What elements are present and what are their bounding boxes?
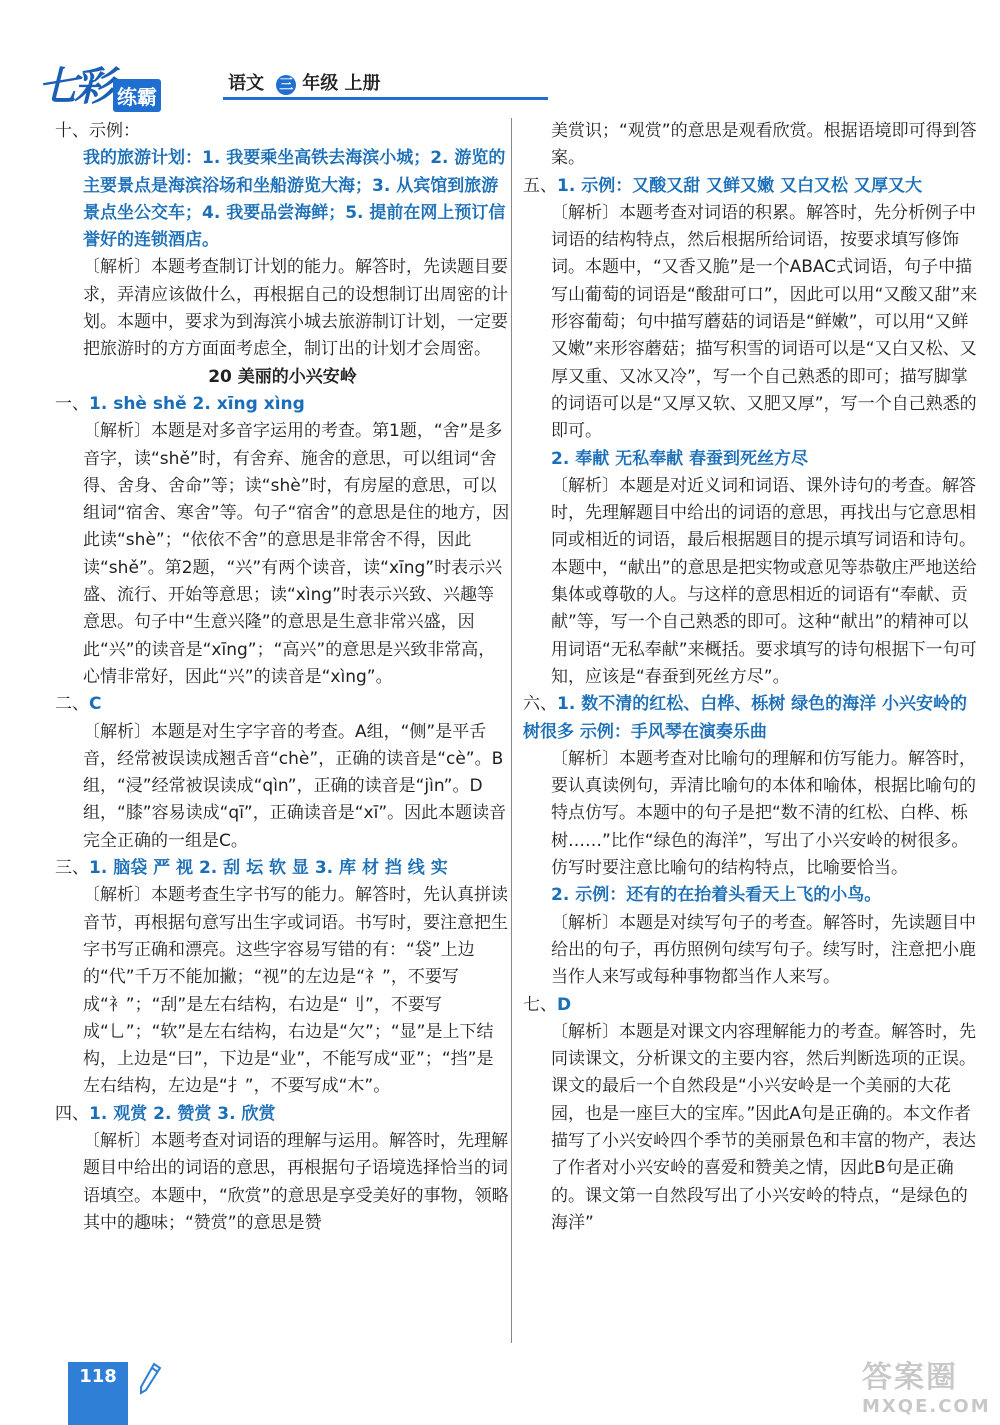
subject-label: 语文 — [228, 73, 264, 94]
answer-text: 1. 示例：又酸又甜 又鲜又嫩 又白又松 又厚又大 — [557, 175, 922, 196]
analysis-paragraph: 〔解析〕本题考查对词语的积累。解答时，先分析例子中词语的结构特点，然后根据所给词语，按要求填写修饰词。本题中，“又香又脆”是一个ABAC式词语，句子中描写山葡萄的词语是“酸甜可口”，因此可以用“又酸又甜”来形容葡萄；句中描写蘑菇的词语是“鲜嫩”，可以用“又鲜又嫩”来形容蘑菇；描写积雪的词语可以是“又白又松、又厚又重、又冰又冷”，写一个自己熟悉的即可；描写脚掌的词语可以是“又厚又软、又肥又厚”，写一个自己熟悉的即可。 — [551, 202, 978, 442]
question-number: 三、 — [55, 858, 89, 879]
answer-text: 2. 奉献 无私奉献 春蚕到死丝方尽 — [551, 448, 809, 469]
question-number: 二、 — [55, 694, 89, 715]
analysis-paragraph: 〔解析〕本题是对多音字运用的考查。第1题，“舍”是多音字，读“shě”时，有舍弃、施舍的意思，可以组词“舍得、舍身、舍命”等；读“shè”时，有房屋的意思，可以组词“宿舍、寒舍”等。句子“宿舍”的意思是住的地方，因此读“shè”；“依依不舍”的意思是非常舍不得，因此读“shě”。第2题，“兴”有两个读音，读“xīng”时表示兴盛、流行、开始等意思；读“xìng”时表示兴致、兴趣等意思。句子中“生意兴隆”的意思是生意非常兴盛，因此“兴”的读音是“xīng”；“高兴”的意思是兴致非常高，心情非常好，因此“兴”的读音是“xìng”。 — [83, 421, 510, 687]
answer-text: 1. 脑袋 严 视 2. 刮 坛 软 显 3. 库 材 挡 线 实 — [89, 858, 448, 879]
analysis-paragraph: 〔解析〕本题考查制订计划的能力。解答时，先读题目要求，弄清应该做什么，再根据自己的设想制订出周密的计划。本题中，要求为到海滨小城去旅游制订计划，一定要把旅游时的方方面面考虑全，制订出的计划才会周密。 — [83, 257, 508, 360]
analysis-paragraph: 〔解析〕本题是对课文内容理解能力的考查。解答时，先同读课文，分析课文的主要内容，然后判断选项的正误。课文的最后一个自然段是“小兴安岭是一个美丽的大花园，也是一座巨大的宝库。”因此A句是正确的。本文作者描写了小兴安岭四个季节的美丽景色和丰富的物产，表达了作者对小兴安岭的喜爱和赞美之情，因此B句是正确的。课文第一自然段写出了小兴安岭的特点，“是绿色的海洋” — [551, 1021, 976, 1233]
question-answer — [523, 691, 978, 746]
analysis-paragraph: 〔解析〕本题是对续写句子的考查。解答时，先读题目中给出的句子，再仿照例句续写句子。续写时，注意把小鹿当作人来写或每种事物都当作人来写。 — [551, 912, 976, 988]
page-header — [38, 55, 508, 110]
grade-label: 年级 上册 — [302, 73, 381, 94]
logo-box: 练霸 — [113, 79, 161, 112]
answer-text: 我的旅游计划：1. 我要乘坐高铁去海滨小城；2. 游览的主要景点是海滨浴场和坐船游览大海；3. 从宾馆到旅游景点坐公交车；4. 我要品尝海鲜；5. 提前在网上预订信誉好的连锁酒店。 — [83, 148, 506, 251]
logo-main: 七彩 — [38, 63, 110, 110]
watermark-line1: 答案圈 — [862, 1360, 958, 1395]
pencil-icon — [138, 1362, 162, 1396]
column-divider — [511, 118, 512, 1343]
answer-text: C — [89, 694, 102, 715]
analysis-paragraph: 〔解析〕本题是对近义词和词语、课外诗句的考查。解答时，先理解题目中给出的词语的意思，再找出与它意思相同或相近的词语，最后根据题目的提示填写词语和诗句。本题中，“献出”的意思是把实物或意见等恭敬庄严地送给集体或尊敬的人。与这样的意思相近的词语有“奉献、贡献”等，写一个自己熟悉的即可。这种“献出”的精神可以用词语“无私奉献”来概括。要求填写的诗句根据下一句可知，应该是“春蚕到死丝方尽”。 — [551, 475, 977, 687]
answer-text: 2. 示例：还有的在抬着头看天上飞的小鸟。 — [551, 885, 882, 906]
question-number: 一、 — [55, 393, 89, 414]
question-answer — [55, 691, 510, 718]
question-number: 七、 — [523, 994, 557, 1015]
question-answer — [523, 992, 978, 1019]
left-column — [55, 118, 510, 1237]
page-number: 118 — [79, 1366, 117, 1387]
section-title: 20 美丽的小兴安岭 — [208, 366, 357, 387]
question-number: 四、 — [55, 1103, 89, 1124]
question-answer — [55, 855, 510, 882]
answer-text: 1. 观赏 2. 赞赏 3. 欣赏 — [89, 1103, 276, 1124]
text-paragraph: 美赏识；“观赏”的意思是观看欣赏。根据语境即可得到答案。 — [551, 121, 977, 169]
brand-logo — [38, 55, 161, 112]
question-answer — [523, 173, 978, 200]
header-underline — [223, 97, 548, 100]
question-number: 五、 — [523, 175, 557, 196]
book-info — [228, 69, 381, 95]
question-answer — [55, 1101, 510, 1128]
grade-number: 三 — [276, 75, 296, 95]
analysis-paragraph: 〔解析〕本题考查对比喻句的理解和仿写能力。解答时，要认真读例句，弄清比喻句的本体和喻体，根据比喻句的特点仿写。本题中的句子是把“数不清的红松、白桦、栎树……”比作“绿色的海洋”，写出了小兴安岭的树很多。仿写时要注意比喻句的结构特点，比喻要恰当。 — [551, 748, 976, 879]
watermark — [862, 1352, 997, 1420]
question-number: 六、 — [523, 694, 557, 715]
watermark-line2: MXQE.COM — [862, 1396, 991, 1417]
right-column — [523, 118, 978, 1237]
answer-text: 1. shè shě 2. xīng xìng — [89, 393, 305, 414]
analysis-paragraph: 〔解析〕本题考查生字书写的能力。解答时，先认真拼读音节，再根据句意写出生字或词语。书写时，要注意把生字书写正确和漂亮。这些字容易写错的有：“袋”上边的“代”千万不能加撇；“视”的左边是“礻”，不要写成“衤”；“刮”是左右结构，右边是“刂”，不要写成“乚”；“软”是左右结构，右边是“欠”；“显”是上下结构，上边是“曰”，下边是“业”，不能写成“亚”；“挡”是左右结构，左边是“扌”，不要写成“木”。 — [83, 885, 508, 1097]
answer-text: 1. 数不清的红松、白桦、栎树 绿色的海洋 小兴安岭的树很多 示例：手风琴在演奏乐曲 — [523, 694, 968, 742]
analysis-paragraph: 〔解析〕本题考查对词语的理解与运用。解答时，先理解题目中给出的词语的意思，再根据句子语境选择恰当的词语填空。本题中，“欣赏”的意思是享受美好的事物，领略其中的趣味；“赞赏”的意思是赞 — [83, 1130, 509, 1233]
text-paragraph: 十、示例： — [55, 121, 140, 141]
analysis-paragraph: 〔解析〕本题是对生字字音的考查。A组，“侧”是平舌音，经常被误读成翘舌音“chè”，正确的读音是“cè”。B组，“浸”经常被误读成“qìn”，正确的读音是“jìn”。D组，“膝”容易读成“qī”，正确读音是“xī”。因此本题读音完全正确的一组是C。 — [83, 721, 507, 851]
question-answer — [55, 391, 510, 418]
answer-text: D — [557, 994, 572, 1015]
